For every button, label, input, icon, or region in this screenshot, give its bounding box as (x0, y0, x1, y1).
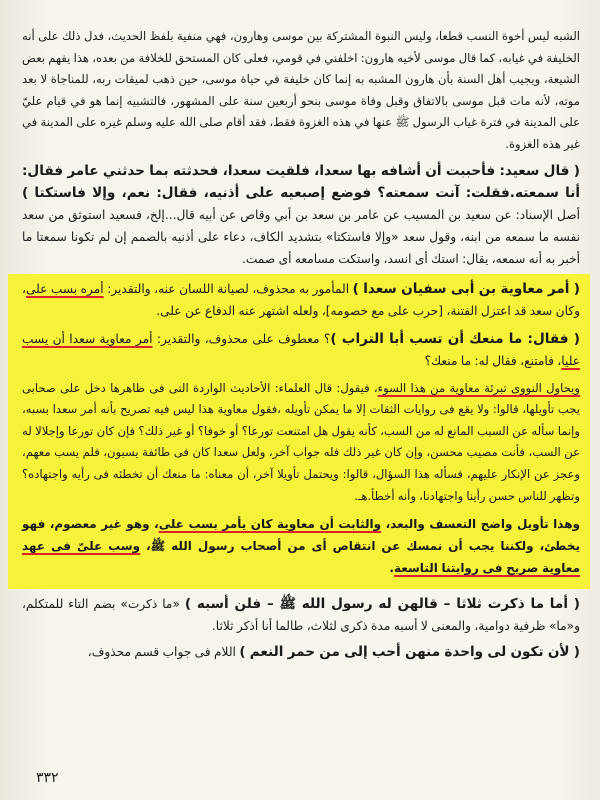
commentary-text: وهذا تأويل واضح التعسف والبعد، (381, 517, 580, 532)
commentary-text: . (389, 561, 394, 576)
paragraph-muawiya-order (22, 278, 580, 322)
commentary-text: ، وهو غير معصوم، فهو يخطئ، ولكننا يجب أن نمسك عن انتقاص أى من أصحاب رسول الله ﷺ، (22, 517, 580, 554)
hadith-quote: ( أمر معاوية بن أبى سفيان سعدا ) (352, 280, 580, 297)
commentary-text: «ما ذكرت» بضم التاء للمتكلم، و«ما» ظرفية دوامية، والمعنى لا أسبه مدة ذكرى لثلاث، طالما أنا أذكر ثلاثا. (22, 597, 580, 634)
commentary-text: ؟ معطوف على محذوف، والتقدير: (152, 331, 331, 346)
hadith-quote: ( أما ما ذكرت ثلاثا – قالهن له رسول الله ﷺ – فلن أسبه ) (184, 596, 580, 613)
hadith-quote: ( فقال: ما منعك أن تسب أبا التراب ) (330, 330, 580, 347)
paragraph-what-prevented (22, 328, 580, 372)
commentary-text: ، وكان سعد قد اعتزل الفتنة، [حرب على مع خصومه]، ولعله اشتهر عنه الدفاع عن على. (22, 281, 580, 318)
page-number: ٣٣٢ (36, 770, 59, 786)
commentary-text: أصل الإسناد: عن سعيد بن المسيب عن عامر بن سعد بن أبي وقاص عن أبيه قال...إلخ، فسعيد استوثق من سعد نفسه ما سمعه من ابنه، وقول سعد «وإلا فاستكتا» بتشديد الكاف، دعاء على أذنيه بالصمم إن لم تكونا سمعتا ما أخبر به أنه سمعه، يقال: استك أى انسد، واستكت مسامعه أى صمت. (22, 207, 580, 266)
hadith-quote: ( لأن تكون لى واحدة منهن أحب إلى من حمر النعم ) (239, 644, 580, 661)
highlighted-section (8, 274, 590, 590)
underlined-text: أمر معاوية سعدا أن يسب عليا (22, 331, 580, 368)
paragraph-red-camels (22, 641, 580, 663)
text-column (22, 26, 580, 667)
commentary-text: ، فامتنع، فقال له: ما منعك؟ (424, 353, 562, 368)
paragraph-nawawi (22, 378, 580, 508)
underlined-text: أمره بسب على (25, 281, 104, 296)
paragraph-conclusion (22, 513, 580, 579)
commentary-text: اللام فى جواب قسم محذوف، (87, 645, 240, 660)
commentary-text: ، فيقول: قال العلماء: الأحاديث الواردة التى فى ظاهرها دخل على صحابى يجب تأويلها، قالوا: ولا يقع فى روايات الثقات إلا ما يمكن تأويله ،فقول معاوية هذا ليس فيه تصريح بأنه أمر سعدا بسبه، وإنما سأله عن السبب المانع له من السب، كأنه يقول هل امتنعت تورعا؟ أو خوفا؟ أو غير ذلك؟ فإن كان تورعا وإجلالا له عن السب، فأنت مصيب محسن، وإن كان غير ذلك فله جواب آخر، ولعل سعدا كان فى طائفة يسبون، فلم يسب معهم، وعجز عن الإنكار عليهم، فسأله هذا السؤال، قالوا: ويحتمل تأويلا آخر، أن معناه: ما منعك أن تخطئه فى رأيه واجتهاده؟ وتظهر للناس حسن رأينا واجتهادنا، وأنه أخطأ.هـ. (22, 380, 580, 503)
underlined-text: وسب علىّ فى عهد معاوية صريح فى روايتنا التاسعة (22, 539, 580, 576)
paragraph-said-saeed (22, 160, 580, 270)
underlined-text: والثابت أن معاوية كان يأمر بسب على (158, 517, 382, 532)
hadith-quote: ( قال سعيد: فأحببت أن أشافه بها سعدا، فلقيت سعدا، فحدثته بما حدثني عامر فقال: أنا سمعته.فقلت: آنت سمعته؟ فوضع إصبعيه على أذنيه، فقال: نعم، وإلا فاستكتا ) (22, 162, 580, 201)
paragraph-three-things (22, 593, 580, 637)
underlined-text: ويحاول النووى تبرئة معاوية من هذا السوء (377, 380, 580, 395)
commentary-text: المأمور به محذوف، لصيانة اللسان عنه، والتقدير: (103, 281, 353, 296)
paragraph-intro: الشبه ليس أخوة النسب قطعا، وليس النبوة المشتركة بين موسى وهارون، فهي منفية بلفظ الحديث، فدل ذلك على أنه الخليفة في غيابه، كما قال موسى لأخيه هارون: اخلفني في قومي، فعلى كان المستحق للخلافة من بعده، هذا يفهم بعض الشيعة، ويجيب أهل السنة بأن هارون المشبه به إنما كان خليفة في حياة موسى، حين ذهب لميقات ربه، للمناجاة لا بعد موته، لأنه مات قبل موسى بالاتفاق وقبل وفاة موسى بنحو أربعين سنة على المشهور، فالتشبيه إنما هو في قيام عليّ على المدينة في فترة غياب الرسول ﷺ عنها في هذه الغزوة فقط، فقد أقام صلى الله عليه وسلم غيره على المدينة في غير هذه الغزوة. (22, 29, 580, 151)
